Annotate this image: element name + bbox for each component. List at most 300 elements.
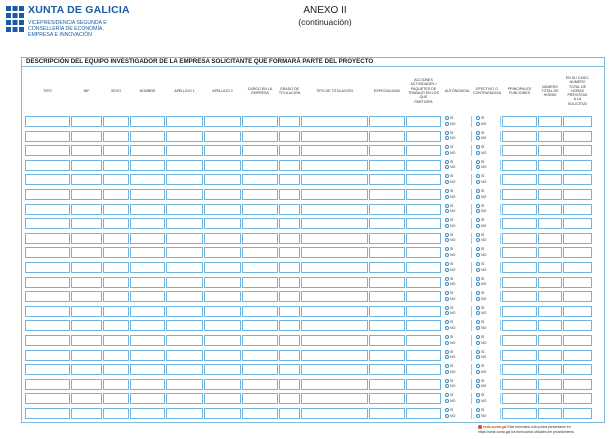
- form-field[interactable]: [301, 131, 368, 142]
- form-field[interactable]: [204, 350, 241, 361]
- form-field[interactable]: [103, 291, 129, 302]
- option-no[interactable]: [445, 180, 455, 184]
- form-field[interactable]: [369, 379, 405, 390]
- form-field[interactable]: [71, 350, 102, 361]
- option-si[interactable]: [445, 116, 453, 120]
- form-field[interactable]: [25, 145, 70, 156]
- option-no[interactable]: [476, 399, 486, 403]
- radio-button-icon[interactable]: [476, 335, 480, 339]
- radio-button-icon[interactable]: [445, 131, 449, 135]
- form-field[interactable]: [25, 277, 70, 288]
- radio-button-icon[interactable]: [476, 131, 480, 135]
- form-field[interactable]: [242, 131, 278, 142]
- form-field[interactable]: [204, 262, 241, 273]
- option-si[interactable]: [445, 291, 453, 295]
- form-field[interactable]: [563, 393, 592, 404]
- option-si[interactable]: [476, 364, 484, 368]
- form-field[interactable]: [130, 379, 165, 390]
- form-field[interactable]: [71, 174, 102, 185]
- form-field[interactable]: [502, 277, 537, 288]
- option-si[interactable]: [476, 320, 484, 324]
- radio-button-icon[interactable]: [445, 355, 449, 359]
- radio-button-icon[interactable]: [445, 218, 449, 222]
- radio-button-icon[interactable]: [476, 393, 480, 397]
- form-field[interactable]: [204, 408, 241, 419]
- option-no[interactable]: [476, 224, 486, 228]
- form-field[interactable]: [538, 160, 562, 171]
- form-field[interactable]: [301, 350, 368, 361]
- option-no[interactable]: [445, 165, 455, 169]
- form-field[interactable]: [502, 145, 537, 156]
- form-field[interactable]: [502, 364, 537, 375]
- radio-button-icon[interactable]: [445, 209, 449, 213]
- option-si[interactable]: [445, 247, 453, 251]
- option-no[interactable]: [445, 209, 455, 213]
- radio-button-icon[interactable]: [476, 384, 480, 388]
- form-field[interactable]: [369, 204, 405, 215]
- radio-button-icon[interactable]: [476, 136, 480, 140]
- form-field[interactable]: [369, 262, 405, 273]
- radio-button-icon[interactable]: [476, 268, 480, 272]
- radio-button-icon[interactable]: [476, 379, 480, 383]
- form-field[interactable]: [502, 408, 537, 419]
- form-field[interactable]: [71, 204, 102, 215]
- form-field[interactable]: [406, 174, 441, 185]
- radio-button-icon[interactable]: [476, 233, 480, 237]
- radio-button-icon[interactable]: [445, 335, 449, 339]
- form-field[interactable]: [538, 218, 562, 229]
- form-field[interactable]: [103, 160, 129, 171]
- form-field[interactable]: [204, 393, 241, 404]
- form-field[interactable]: [130, 131, 165, 142]
- form-field[interactable]: [279, 320, 300, 331]
- form-field[interactable]: [502, 174, 537, 185]
- option-si[interactable]: [476, 379, 484, 383]
- option-no[interactable]: [445, 253, 455, 257]
- form-field[interactable]: [369, 364, 405, 375]
- footer-brand[interactable]: sede.xunta.gal: [483, 425, 507, 429]
- form-field[interactable]: [406, 189, 441, 200]
- form-field[interactable]: [71, 218, 102, 229]
- form-field[interactable]: [563, 189, 592, 200]
- form-field[interactable]: [538, 350, 562, 361]
- form-field[interactable]: [25, 320, 70, 331]
- option-si[interactable]: [445, 145, 453, 149]
- form-field[interactable]: [204, 335, 241, 346]
- option-si[interactable]: [476, 335, 484, 339]
- form-field[interactable]: [502, 247, 537, 258]
- form-field[interactable]: [130, 393, 165, 404]
- option-si[interactable]: [445, 277, 453, 281]
- option-no[interactable]: [445, 151, 455, 155]
- option-si[interactable]: [476, 174, 484, 178]
- form-field[interactable]: [130, 247, 165, 258]
- form-field[interactable]: [563, 350, 592, 361]
- form-field[interactable]: [538, 408, 562, 419]
- form-field[interactable]: [406, 116, 441, 127]
- radio-button-icon[interactable]: [445, 122, 449, 126]
- radio-button-icon[interactable]: [445, 189, 449, 193]
- form-field[interactable]: [301, 262, 368, 273]
- form-field[interactable]: [538, 320, 562, 331]
- radio-button-icon[interactable]: [476, 122, 480, 126]
- form-field[interactable]: [369, 335, 405, 346]
- option-no[interactable]: [476, 326, 486, 330]
- option-si[interactable]: [476, 145, 484, 149]
- option-no[interactable]: [445, 341, 455, 345]
- form-field[interactable]: [71, 160, 102, 171]
- form-field[interactable]: [563, 306, 592, 317]
- form-field[interactable]: [538, 189, 562, 200]
- form-field[interactable]: [25, 189, 70, 200]
- form-field[interactable]: [502, 350, 537, 361]
- form-field[interactable]: [130, 364, 165, 375]
- form-field[interactable]: [25, 233, 70, 244]
- form-field[interactable]: [71, 306, 102, 317]
- form-field[interactable]: [301, 408, 368, 419]
- form-field[interactable]: [279, 262, 300, 273]
- form-field[interactable]: [538, 379, 562, 390]
- option-no[interactable]: [445, 268, 455, 272]
- radio-button-icon[interactable]: [445, 233, 449, 237]
- radio-button-icon[interactable]: [445, 116, 449, 120]
- form-field[interactable]: [71, 145, 102, 156]
- form-field[interactable]: [279, 350, 300, 361]
- form-field[interactable]: [301, 145, 368, 156]
- radio-button-icon[interactable]: [476, 174, 480, 178]
- form-field[interactable]: [166, 218, 203, 229]
- option-si[interactable]: [445, 218, 453, 222]
- radio-button-icon[interactable]: [445, 350, 449, 354]
- form-field[interactable]: [130, 262, 165, 273]
- form-field[interactable]: [502, 116, 537, 127]
- option-si[interactable]: [445, 364, 453, 368]
- radio-button-icon[interactable]: [476, 311, 480, 315]
- form-field[interactable]: [25, 247, 70, 258]
- option-si[interactable]: [445, 306, 453, 310]
- form-field[interactable]: [406, 306, 441, 317]
- option-no[interactable]: [445, 370, 455, 374]
- option-si[interactable]: [445, 233, 453, 237]
- form-field[interactable]: [204, 277, 241, 288]
- option-no[interactable]: [476, 238, 486, 242]
- form-field[interactable]: [25, 131, 70, 142]
- form-field[interactable]: [538, 233, 562, 244]
- option-si[interactable]: [445, 335, 453, 339]
- form-field[interactable]: [406, 291, 441, 302]
- option-no[interactable]: [476, 384, 486, 388]
- option-no[interactable]: [476, 414, 486, 418]
- form-field[interactable]: [71, 233, 102, 244]
- form-field[interactable]: [204, 160, 241, 171]
- form-field[interactable]: [538, 145, 562, 156]
- option-no[interactable]: [445, 311, 455, 315]
- option-no[interactable]: [476, 355, 486, 359]
- form-field[interactable]: [279, 174, 300, 185]
- form-field[interactable]: [71, 335, 102, 346]
- option-no[interactable]: [445, 384, 455, 388]
- radio-button-icon[interactable]: [445, 165, 449, 169]
- radio-button-icon[interactable]: [476, 282, 480, 286]
- form-field[interactable]: [204, 291, 241, 302]
- form-field[interactable]: [406, 408, 441, 419]
- form-field[interactable]: [25, 408, 70, 419]
- radio-button-icon[interactable]: [476, 224, 480, 228]
- form-field[interactable]: [279, 335, 300, 346]
- form-field[interactable]: [538, 116, 562, 127]
- form-field[interactable]: [279, 247, 300, 258]
- option-no[interactable]: [476, 253, 486, 257]
- form-field[interactable]: [369, 408, 405, 419]
- form-field[interactable]: [301, 247, 368, 258]
- form-field[interactable]: [563, 233, 592, 244]
- radio-button-icon[interactable]: [445, 277, 449, 281]
- form-field[interactable]: [25, 335, 70, 346]
- option-no[interactable]: [445, 224, 455, 228]
- option-no[interactable]: [476, 370, 486, 374]
- form-field[interactable]: [71, 277, 102, 288]
- option-si[interactable]: [476, 131, 484, 135]
- radio-button-icon[interactable]: [445, 174, 449, 178]
- form-field[interactable]: [166, 189, 203, 200]
- form-field[interactable]: [538, 204, 562, 215]
- form-field[interactable]: [279, 160, 300, 171]
- form-field[interactable]: [369, 277, 405, 288]
- option-no[interactable]: [445, 195, 455, 199]
- form-field[interactable]: [406, 233, 441, 244]
- option-no[interactable]: [476, 268, 486, 272]
- radio-button-icon[interactable]: [445, 408, 449, 412]
- form-field[interactable]: [279, 116, 300, 127]
- radio-button-icon[interactable]: [445, 399, 449, 403]
- form-field[interactable]: [502, 320, 537, 331]
- form-field[interactable]: [301, 320, 368, 331]
- form-field[interactable]: [301, 189, 368, 200]
- form-field[interactable]: [563, 131, 592, 142]
- form-field[interactable]: [130, 277, 165, 288]
- form-field[interactable]: [71, 408, 102, 419]
- form-field[interactable]: [204, 131, 241, 142]
- radio-button-icon[interactable]: [445, 282, 449, 286]
- form-field[interactable]: [279, 291, 300, 302]
- form-field[interactable]: [242, 306, 278, 317]
- radio-button-icon[interactable]: [445, 326, 449, 330]
- form-field[interactable]: [130, 204, 165, 215]
- radio-button-icon[interactable]: [476, 253, 480, 257]
- radio-button-icon[interactable]: [476, 326, 480, 330]
- form-field[interactable]: [279, 189, 300, 200]
- radio-button-icon[interactable]: [445, 262, 449, 266]
- radio-button-icon[interactable]: [476, 116, 480, 120]
- radio-button-icon[interactable]: [476, 165, 480, 169]
- form-field[interactable]: [103, 204, 129, 215]
- form-field[interactable]: [242, 364, 278, 375]
- form-field[interactable]: [369, 320, 405, 331]
- form-field[interactable]: [103, 408, 129, 419]
- form-field[interactable]: [25, 160, 70, 171]
- radio-button-icon[interactable]: [476, 180, 480, 184]
- option-si[interactable]: [476, 247, 484, 251]
- option-si[interactable]: [476, 218, 484, 222]
- form-field[interactable]: [166, 160, 203, 171]
- radio-button-icon[interactable]: [476, 204, 480, 208]
- option-si[interactable]: [476, 306, 484, 310]
- form-field[interactable]: [563, 364, 592, 375]
- form-field[interactable]: [103, 379, 129, 390]
- radio-button-icon[interactable]: [445, 379, 449, 383]
- form-field[interactable]: [25, 364, 70, 375]
- form-field[interactable]: [103, 262, 129, 273]
- form-field[interactable]: [166, 291, 203, 302]
- form-field[interactable]: [130, 233, 165, 244]
- option-si[interactable]: [476, 277, 484, 281]
- form-field[interactable]: [71, 247, 102, 258]
- option-si[interactable]: [445, 160, 453, 164]
- radio-button-icon[interactable]: [476, 247, 480, 251]
- form-field[interactable]: [279, 306, 300, 317]
- form-field[interactable]: [369, 233, 405, 244]
- radio-button-icon[interactable]: [445, 364, 449, 368]
- form-field[interactable]: [166, 408, 203, 419]
- form-field[interactable]: [166, 204, 203, 215]
- form-field[interactable]: [538, 335, 562, 346]
- form-field[interactable]: [25, 306, 70, 317]
- form-field[interactable]: [204, 174, 241, 185]
- form-field[interactable]: [130, 218, 165, 229]
- option-no[interactable]: [445, 399, 455, 403]
- form-field[interactable]: [406, 160, 441, 171]
- option-no[interactable]: [476, 297, 486, 301]
- form-field[interactable]: [242, 247, 278, 258]
- radio-button-icon[interactable]: [476, 291, 480, 295]
- form-field[interactable]: [103, 189, 129, 200]
- form-field[interactable]: [71, 320, 102, 331]
- option-si[interactable]: [476, 393, 484, 397]
- form-field[interactable]: [166, 116, 203, 127]
- radio-button-icon[interactable]: [476, 218, 480, 222]
- form-field[interactable]: [71, 262, 102, 273]
- form-field[interactable]: [538, 393, 562, 404]
- form-field[interactable]: [563, 320, 592, 331]
- form-field[interactable]: [242, 160, 278, 171]
- form-field[interactable]: [369, 145, 405, 156]
- form-field[interactable]: [25, 379, 70, 390]
- option-no[interactable]: [476, 180, 486, 184]
- form-field[interactable]: [103, 277, 129, 288]
- form-field[interactable]: [369, 116, 405, 127]
- option-no[interactable]: [445, 238, 455, 242]
- form-field[interactable]: [71, 189, 102, 200]
- form-field[interactable]: [71, 379, 102, 390]
- form-field[interactable]: [71, 393, 102, 404]
- radio-button-icon[interactable]: [476, 364, 480, 368]
- form-field[interactable]: [301, 291, 368, 302]
- form-field[interactable]: [538, 364, 562, 375]
- form-field[interactable]: [406, 393, 441, 404]
- radio-button-icon[interactable]: [476, 341, 480, 345]
- form-field[interactable]: [502, 379, 537, 390]
- radio-button-icon[interactable]: [476, 209, 480, 213]
- radio-button-icon[interactable]: [445, 370, 449, 374]
- form-field[interactable]: [242, 189, 278, 200]
- form-field[interactable]: [130, 335, 165, 346]
- form-field[interactable]: [563, 145, 592, 156]
- form-field[interactable]: [502, 335, 537, 346]
- radio-button-icon[interactable]: [476, 160, 480, 164]
- option-no[interactable]: [476, 195, 486, 199]
- option-si[interactable]: [445, 189, 453, 193]
- option-no[interactable]: [476, 165, 486, 169]
- form-field[interactable]: [538, 131, 562, 142]
- form-field[interactable]: [301, 379, 368, 390]
- form-field[interactable]: [242, 408, 278, 419]
- form-field[interactable]: [25, 350, 70, 361]
- form-field[interactable]: [406, 131, 441, 142]
- form-field[interactable]: [130, 160, 165, 171]
- option-si[interactable]: [476, 233, 484, 237]
- form-field[interactable]: [369, 247, 405, 258]
- form-field[interactable]: [563, 116, 592, 127]
- form-field[interactable]: [406, 364, 441, 375]
- form-field[interactable]: [103, 306, 129, 317]
- form-field[interactable]: [502, 262, 537, 273]
- form-field[interactable]: [301, 160, 368, 171]
- form-field[interactable]: [563, 335, 592, 346]
- form-field[interactable]: [301, 233, 368, 244]
- radio-button-icon[interactable]: [476, 238, 480, 242]
- form-field[interactable]: [563, 247, 592, 258]
- form-field[interactable]: [166, 320, 203, 331]
- form-field[interactable]: [71, 291, 102, 302]
- form-field[interactable]: [204, 218, 241, 229]
- form-field[interactable]: [563, 262, 592, 273]
- form-field[interactable]: [130, 174, 165, 185]
- radio-button-icon[interactable]: [445, 253, 449, 257]
- form-field[interactable]: [502, 204, 537, 215]
- form-field[interactable]: [242, 174, 278, 185]
- radio-button-icon[interactable]: [445, 247, 449, 251]
- radio-button-icon[interactable]: [445, 384, 449, 388]
- form-field[interactable]: [242, 116, 278, 127]
- radio-button-icon[interactable]: [476, 350, 480, 354]
- form-field[interactable]: [103, 364, 129, 375]
- radio-button-icon[interactable]: [445, 291, 449, 295]
- option-si[interactable]: [476, 116, 484, 120]
- form-field[interactable]: [204, 320, 241, 331]
- form-field[interactable]: [369, 160, 405, 171]
- form-field[interactable]: [130, 189, 165, 200]
- form-field[interactable]: [406, 262, 441, 273]
- form-field[interactable]: [242, 320, 278, 331]
- radio-button-icon[interactable]: [476, 262, 480, 266]
- form-field[interactable]: [279, 277, 300, 288]
- option-si[interactable]: [445, 379, 453, 383]
- form-field[interactable]: [406, 277, 441, 288]
- form-field[interactable]: [538, 277, 562, 288]
- form-field[interactable]: [301, 204, 368, 215]
- form-field[interactable]: [166, 306, 203, 317]
- option-si[interactable]: [445, 393, 453, 397]
- form-field[interactable]: [130, 145, 165, 156]
- option-si[interactable]: [476, 262, 484, 266]
- option-no[interactable]: [445, 122, 455, 126]
- form-field[interactable]: [204, 379, 241, 390]
- form-field[interactable]: [406, 145, 441, 156]
- form-field[interactable]: [103, 393, 129, 404]
- form-field[interactable]: [502, 233, 537, 244]
- radio-button-icon[interactable]: [476, 414, 480, 418]
- radio-button-icon[interactable]: [476, 195, 480, 199]
